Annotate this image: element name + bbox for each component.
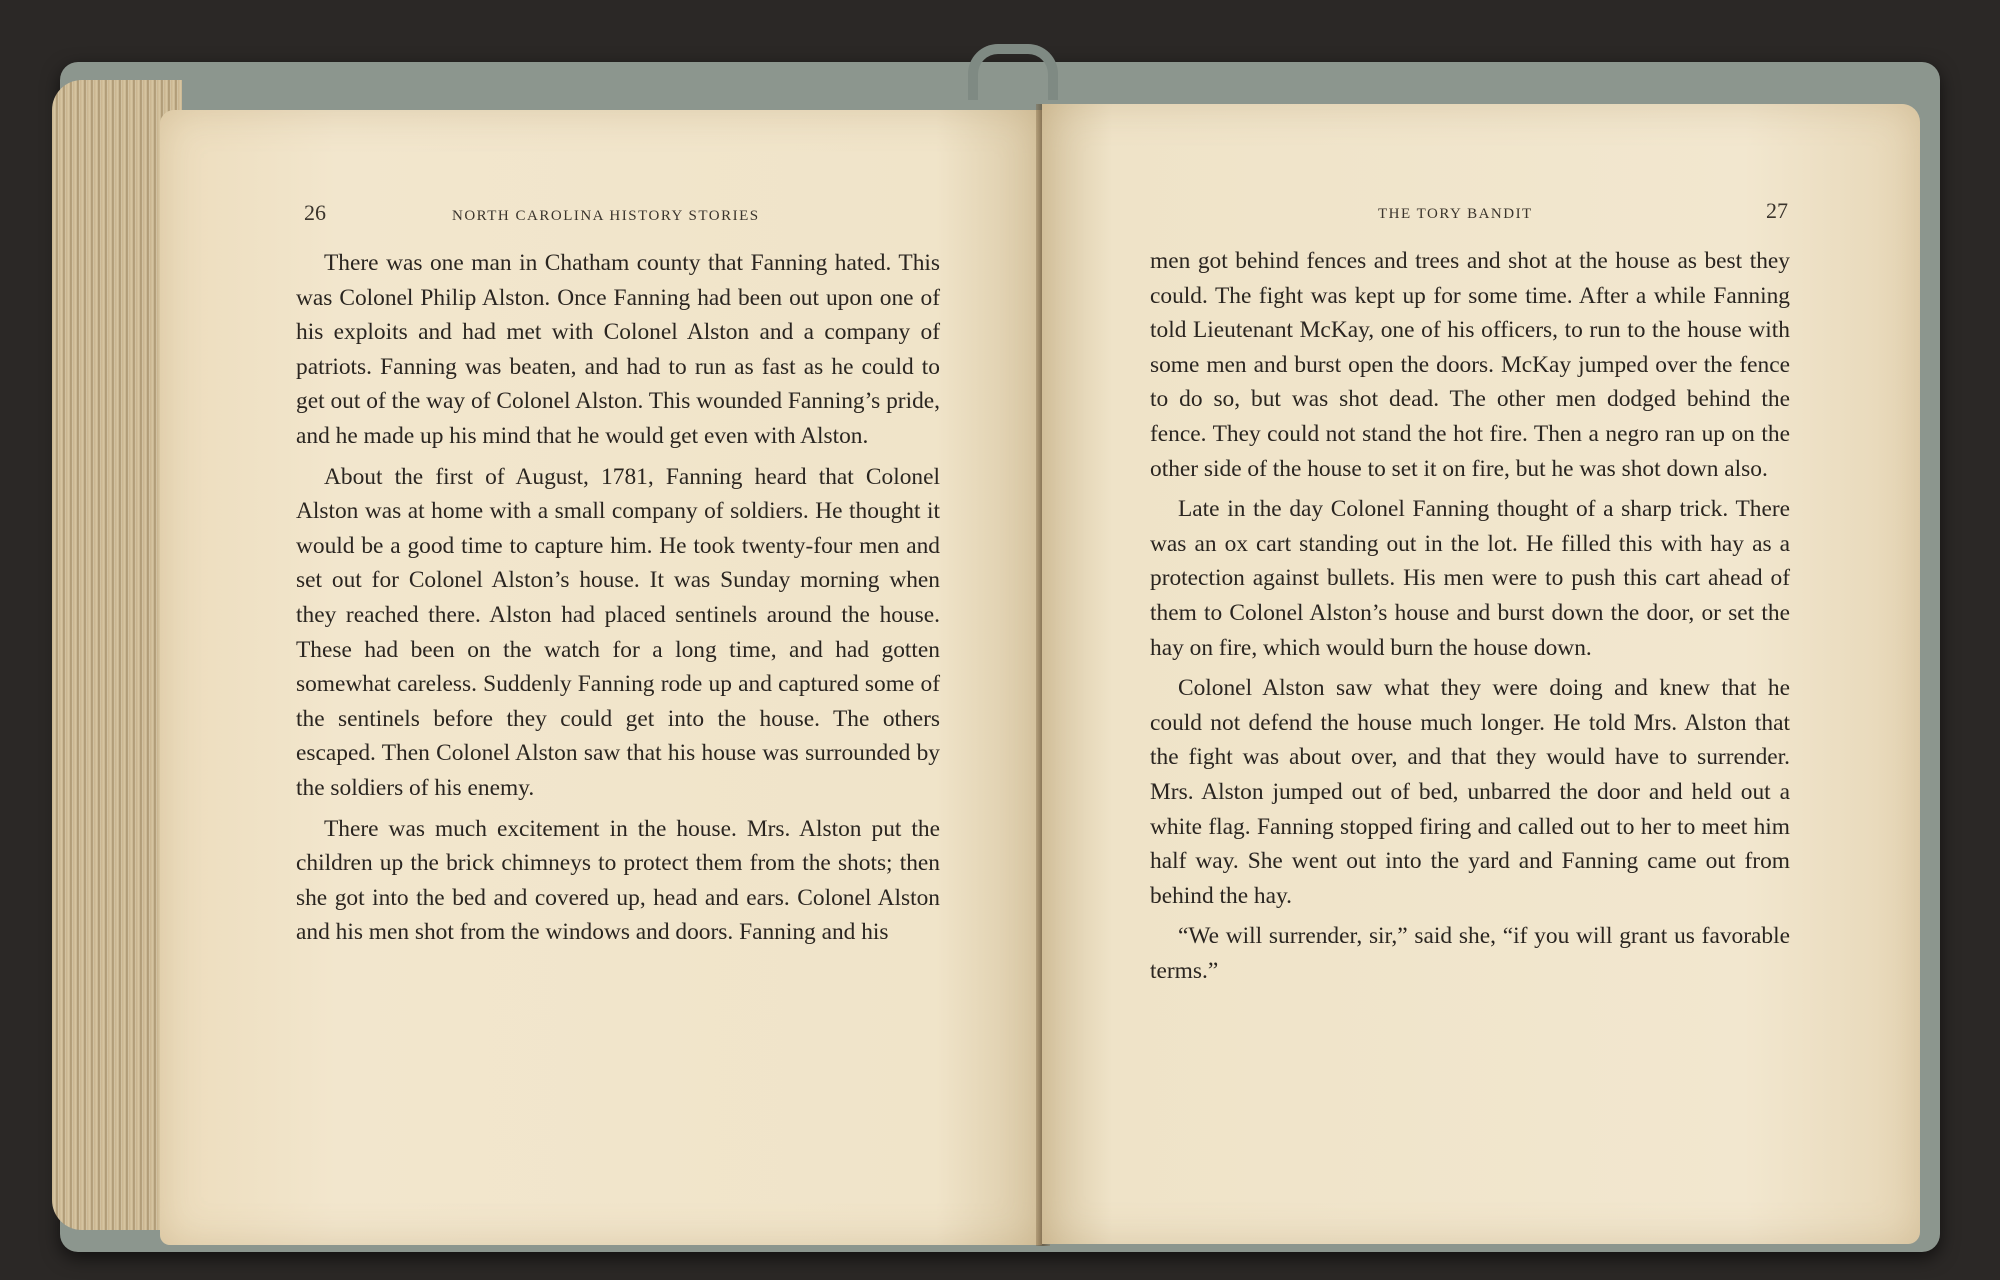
right-page: [1042, 104, 1920, 1244]
running-head-left: NORTH CAROLINA HISTORY STORIES: [452, 208, 760, 224]
bookmark-ribbon: [968, 44, 1058, 100]
paragraph: About the first of August, 1781, Fanning heard that Colonel Alston was at home with a small company of soldiers. He thought it would be a good time to capture him. He took twenty-four men and set out for Colonel Alston’s house. It was Sunday morning when they reached there. Alston had placed sentinels around the house. These had been on the watch for a long time, and had gotten somewhat careless. Suddenly Fanning rode up and captured some of the sentinels before they could get into the house. The others escaped. Then Colonel Alston saw that his house was surrounded by the soldiers of his enemy.: [296, 463, 940, 801]
paragraph: Late in the day Colonel Fanning thought of a sharp trick. There was an ox cart standing out in the lot. He filled this with hay as a protection against bullets. His men were to push this cart ahead of them to Colonel Alston’s house and burst down the door, or set the hay on fire, which would burn the house down.: [1150, 496, 1790, 661]
paragraph: There was much excitement in the house. Mrs. Alston put the children up the brick chimneys to protect them from the shots; then she got into the bed and covered up, head and ears. Colonel Alston and his men shot from the windows and doors. Fanning and his: [296, 815, 940, 946]
left-page: [160, 110, 1042, 1245]
left-page-text: [296, 246, 940, 956]
paragraph: There was one man in Chatham county that Fanning hated. This was Colonel Philip Alston. Once Fanning had been out upon one of his exploits and had met with Colonel Alston and a company of patriots. Fanning was beaten, and had to run as fast as he could to get out of the way of Colonel Alston. This wounded Fanning’s pride, and he made up his mind that he would get even with Alston.: [296, 250, 940, 449]
paragraph: Colonel Alston saw what they were doing and knew that he could not defend the house much longer. He told Mrs. Alston that the fight was about over, and that they would have to surrender. Mrs. Alston jumped out of bed, unbarred the door and held out a white flag. Fanning stopped firing and called out to her to meet him half way. She went out into the yard and Fanning came out from behind the hay.: [1150, 675, 1790, 909]
paragraph: “We will surrender, sir,” said she, “if you will grant us favorable terms.”: [1150, 923, 1790, 984]
page-number-left: 26: [304, 200, 326, 225]
page-number-right: 27: [1766, 198, 1788, 223]
right-page-text: [1150, 244, 1790, 994]
running-head-right: THE TORY BANDIT: [1378, 206, 1533, 222]
paragraph: men got behind fences and trees and shot at the house as best they could. The fight was kept up for some time. After a while Fanning told Lieutenant McKay, one of his officers, to run to the house with some men and burst open the doors. McKay jumped over the fence to do so, but was shot dead. The other men dodged behind the fence. They could not stand the hot fire. Then a negro ran up on the other side of the house to set it on fire, but he was shot down also.: [1150, 248, 1790, 482]
